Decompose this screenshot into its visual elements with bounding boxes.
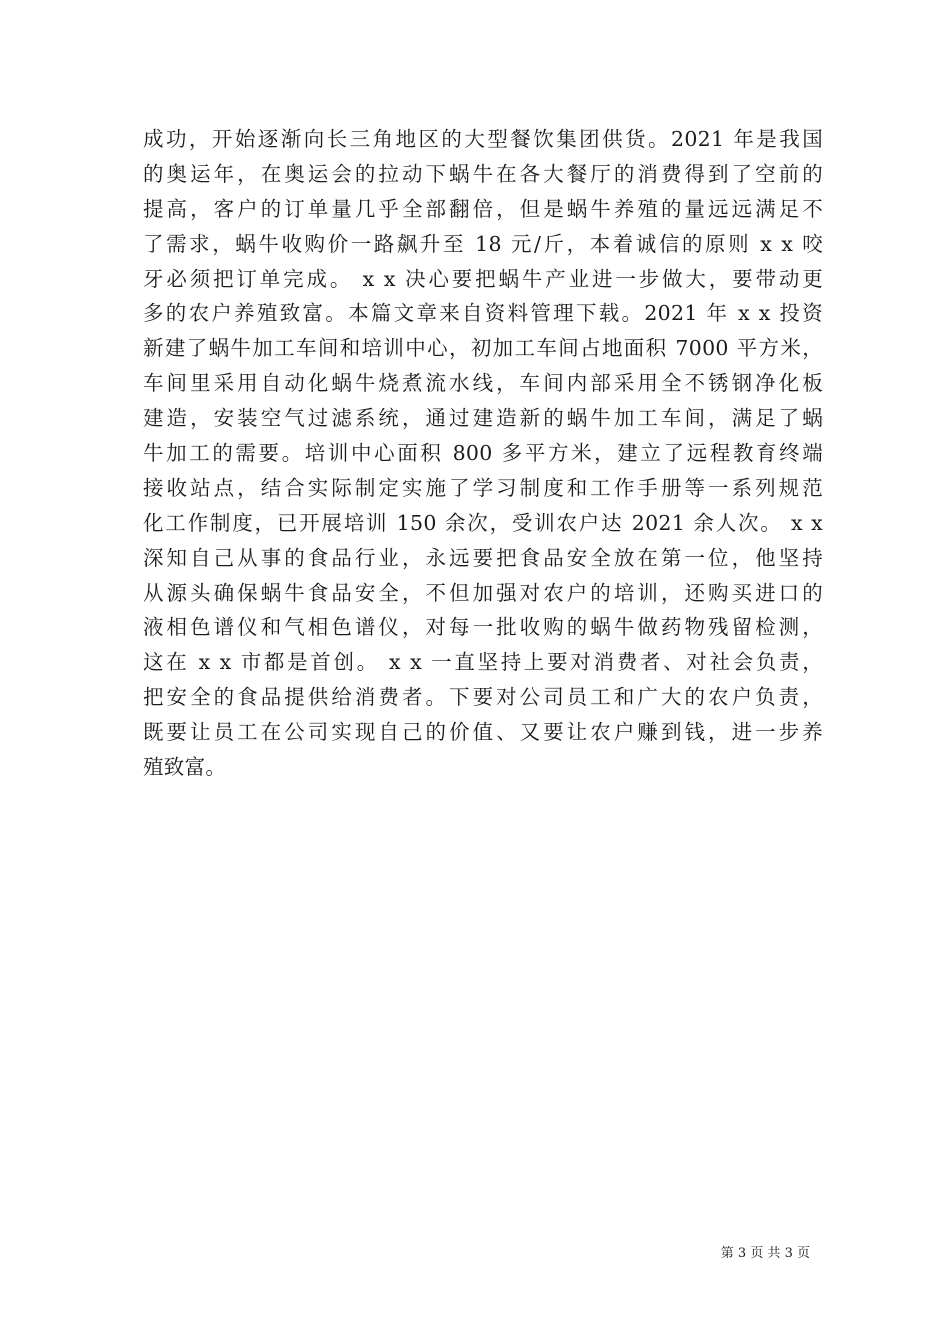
paragraph-line: 从源头确保蜗牛食品安全，不但加强对农户的培训，还购买进口的 [143,580,823,605]
paragraph-line: 多的农户养殖致富。本篇文章来自资料管理下载。2021 年 x x 投资 [143,301,823,326]
paragraph-line: 牛加工的需要。培训中心面积 800 多平方米，建立了远程教育终端 [143,441,823,466]
paragraph-line: 成功，开始逐渐向长三角地区的大型餐饮集团供货。2021 年是我国 [143,127,823,151]
paragraph-line: 车间里采用自动化蜗牛烧煮流水线，车间内部采用全不锈钢净化板 [143,371,823,396]
paragraph-line: 把安全的食品提供给消费者。下要对公司员工和广大的农户负责， [143,685,823,710]
page-number-footer: 第 3 页 共 3 页 [720,1246,810,1261]
paragraph-line: 接收站点，结合实际制定实施了学习制度和工作手册等一系列规范 [143,475,823,500]
paragraph-line: 化工作制度，已开展培训 150 余次，受训农户达 2021 余人次。 x x [143,510,823,535]
paragraph-line: 这在 x x 市都是首创。 x x 一直坚持上要对消费者、对社会负责， [143,650,823,675]
paragraph-line: 殖致富。 [143,755,227,780]
paragraph-line: 深知自己从事的食品行业，永远要把食品安全放在第一位，他坚持 [143,545,823,570]
paragraph-line: 提高，客户的订单量几乎全部翻倍，但是蜗牛养殖的量远远满足不 [143,196,823,221]
paragraph-line: 的奥运年，在奥运会的拉动下蜗牛在各大餐厅的消费得到了空前的 [143,161,823,186]
paragraph-line: 既要让员工在公司实现自己的价值、又要让农户赚到钱，进一步养 [143,720,823,745]
paragraph-line: 建造，安装空气过滤系统，通过建造新的蜗牛加工车间，满足了蜗 [143,406,823,431]
paragraph-line: 了需求，蜗牛收购价一路飙升至 18 元/斤，本着诚信的原则 x x 咬 [143,231,823,256]
paragraph-line: 牙必须把订单完成。 x x 决心要把蜗牛产业进一步做大，要带动更 [143,266,823,291]
body-paragraph [143,122,823,785]
paragraph-line: 新建了蜗牛加工车间和培训中心，初加工车间占地面积 7000 平方米， [143,336,823,361]
paragraph-line: 液相色谱仪和气相色谱仪，对每一批收购的蜗牛做药物残留检测， [143,615,823,640]
